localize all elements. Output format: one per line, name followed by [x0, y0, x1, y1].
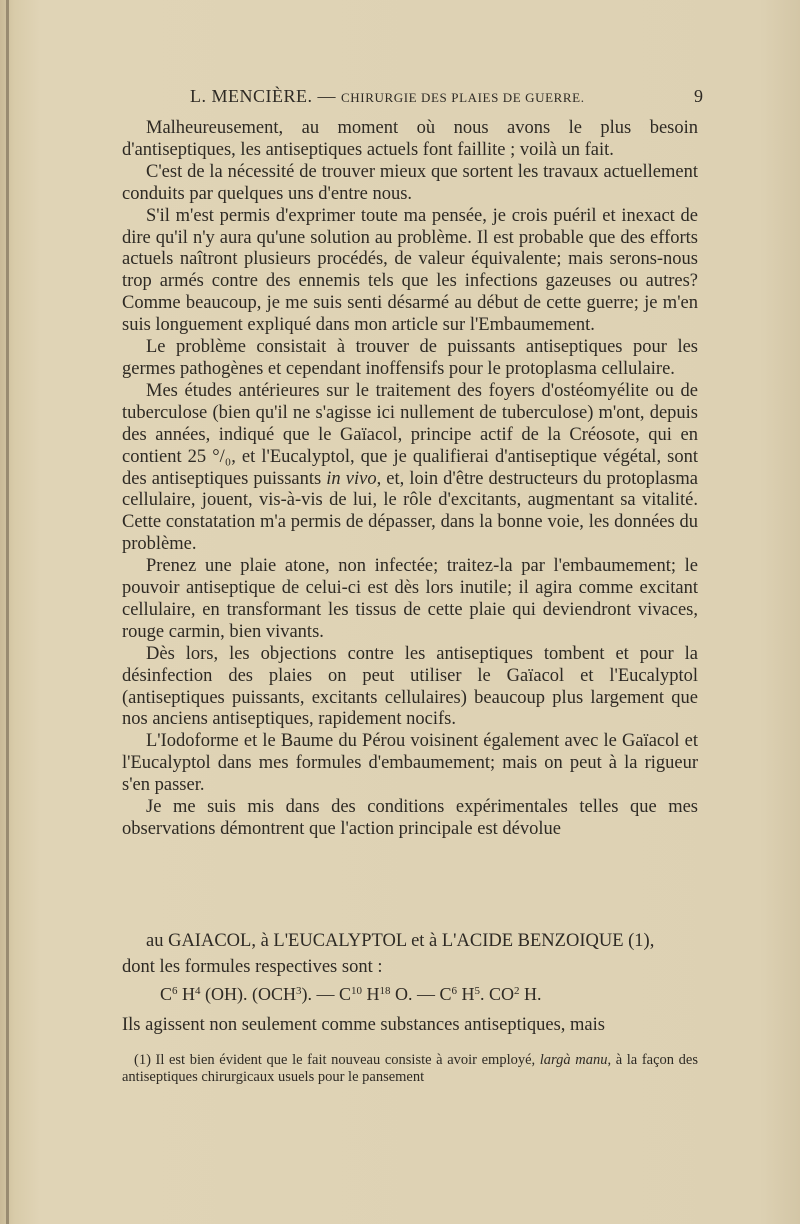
paragraph-2: C'est de la nécessité de trouver mieux que sortent les travaux actuellement conduits par quelques uns d'entre nous.: [122, 161, 698, 204]
formula-sub: 18: [379, 985, 391, 997]
footnote: [122, 1052, 698, 1086]
paragraph-4: Le problème consistait à trouver de puissants antiseptiques pour les germes pathogènes et cependant inoffensifs pour le protoplasma cellulaire.: [122, 337, 698, 379]
paragraph-1: Malheureusement, au moment où nous avons le plus besoin d'antiseptiques, les antiseptiques actuels font faillite ; voilà un fait.: [122, 118, 698, 160]
paragraph-5-italic: in vivo: [326, 468, 377, 489]
formula-part: O.: [390, 984, 413, 1004]
formula-part: H: [457, 984, 475, 1004]
paragraph-9: Je me suis mis dans des conditions expérimentales telles que mes observations démontrent que l'action principale est dévolue: [122, 797, 698, 839]
main-text: [122, 118, 698, 841]
formula-part: H: [362, 984, 380, 1004]
footnote-text-end: , à la façon des antiseptiques chirurgicaux usuels pour le pansement: [122, 1052, 698, 1085]
binding-edge: [6, 0, 9, 1224]
formula-sub: 2: [514, 985, 520, 997]
paragraph-5: [122, 381, 698, 556]
formula-part: . CO: [480, 984, 515, 1004]
formula-sub: 4: [195, 985, 201, 997]
header-title: CHIRURGIE DES PLAIES DE GUERRE.: [341, 90, 585, 105]
header-author: L. MENCIÈRE. —: [190, 86, 336, 106]
page-number: 9: [694, 86, 703, 106]
paragraph-8: L'Iodoforme et le Baume du Pérou voisinent également avec le Gaïacol et l'Eucalyptol dans mes formules d'embaumement; mais on peut à la rigueur s'en passer.: [122, 731, 698, 796]
formula-sub: 6: [451, 985, 458, 997]
formulas-intro: dont les formules respectives sont :: [122, 957, 383, 977]
formula-gaiacol: C: [160, 984, 173, 1004]
formula-sub: 6: [172, 985, 178, 997]
paragraph-3: S'il m'est permis d'exprimer toute ma pensée, je crois puéril et inexact de dire qu'il n'y aura qu'une solution au problème. Il est probable que des efforts actuels naîtront plusieurs procédés, de valeur équivalente; mais serons-nous trop armés contre des ennemis tels que les infections gazeuses ou autres? Comme beaucoup, je me suis senti désarmé au début de cette guerre; je m'en suis longuement expliqué dans mon article sur l'Embaumement.: [122, 205, 698, 336]
formula-part: H.: [519, 984, 542, 1004]
running-header: [190, 86, 720, 107]
formula-separator: —: [412, 984, 440, 1004]
formula-part: (OH). (OCH: [200, 984, 296, 1004]
paragraph-5-text-end: , et, loin d'être destructeurs du protoplasma cellulaire, jouent, vis-à-vis de lui, le rôle d'excitants, augmentant sa vitalité. Cette constatation m'a permis de dépasser, dans la bonne voie, les données du problème.: [122, 468, 699, 555]
formula-separator: —: [312, 984, 339, 1004]
formula-sub: 10: [351, 985, 363, 997]
chemical-formulas: [160, 984, 720, 1005]
formula-sub: 3: [296, 985, 302, 997]
after-formula-text: Ils agissent non seulement comme substances antiseptiques, mais: [122, 1015, 605, 1035]
formula-part: ).: [301, 984, 312, 1004]
paragraph-6: Prenez une plaie atone, non infectée; traitez-la par l'embaumement; le pouvoir antiseptique de celui-ci est dès lors inutile; il agira comme excitant cellulaire, en transformant les tissus de cette plaie qui deviendront vivaces, rouge carmin, bien vivants.: [122, 556, 698, 642]
conclusion-line: au GAIACOL, à L'EUCALYPTOL et à L'ACIDE BENZOIQUE (1),: [146, 931, 655, 951]
paragraph-5-text: Mes études antérieures sur le traitement des foyers d'ostéomyélite ou de tuberculose (bien qu'il ne s'agisse ici nullement de tuberculose) m'ont, depuis des années, indiqué que le Gaïacol, principe actif de la Créosote, qui en contient 25 °/₀, et l'Eucalyptol, que je qualifierai d'antiseptique végétal, sont des antiseptiques puissants: [122, 380, 698, 489]
formula-eucalyptol: C: [339, 984, 352, 1004]
paragraph-7: Dès lors, les objections contre les antiseptiques tombent et pour la désinfection des plaies on peut utiliser le Gaïacol et l'Eucalyptol (antiseptiques puissants, excitants cellulaires) beaucoup plus largement que nos anciens antiseptiques, rapidement nocifs.: [122, 643, 698, 730]
formula-benzoic-acid: C: [439, 984, 452, 1004]
formula-sub: 5: [474, 985, 481, 997]
formula-part: H: [177, 984, 196, 1004]
footnote-text: (1) Il est bien évident que le fait nouveau consiste à avoir employé,: [134, 1052, 540, 1068]
footnote-italic: largà manu: [539, 1052, 608, 1068]
